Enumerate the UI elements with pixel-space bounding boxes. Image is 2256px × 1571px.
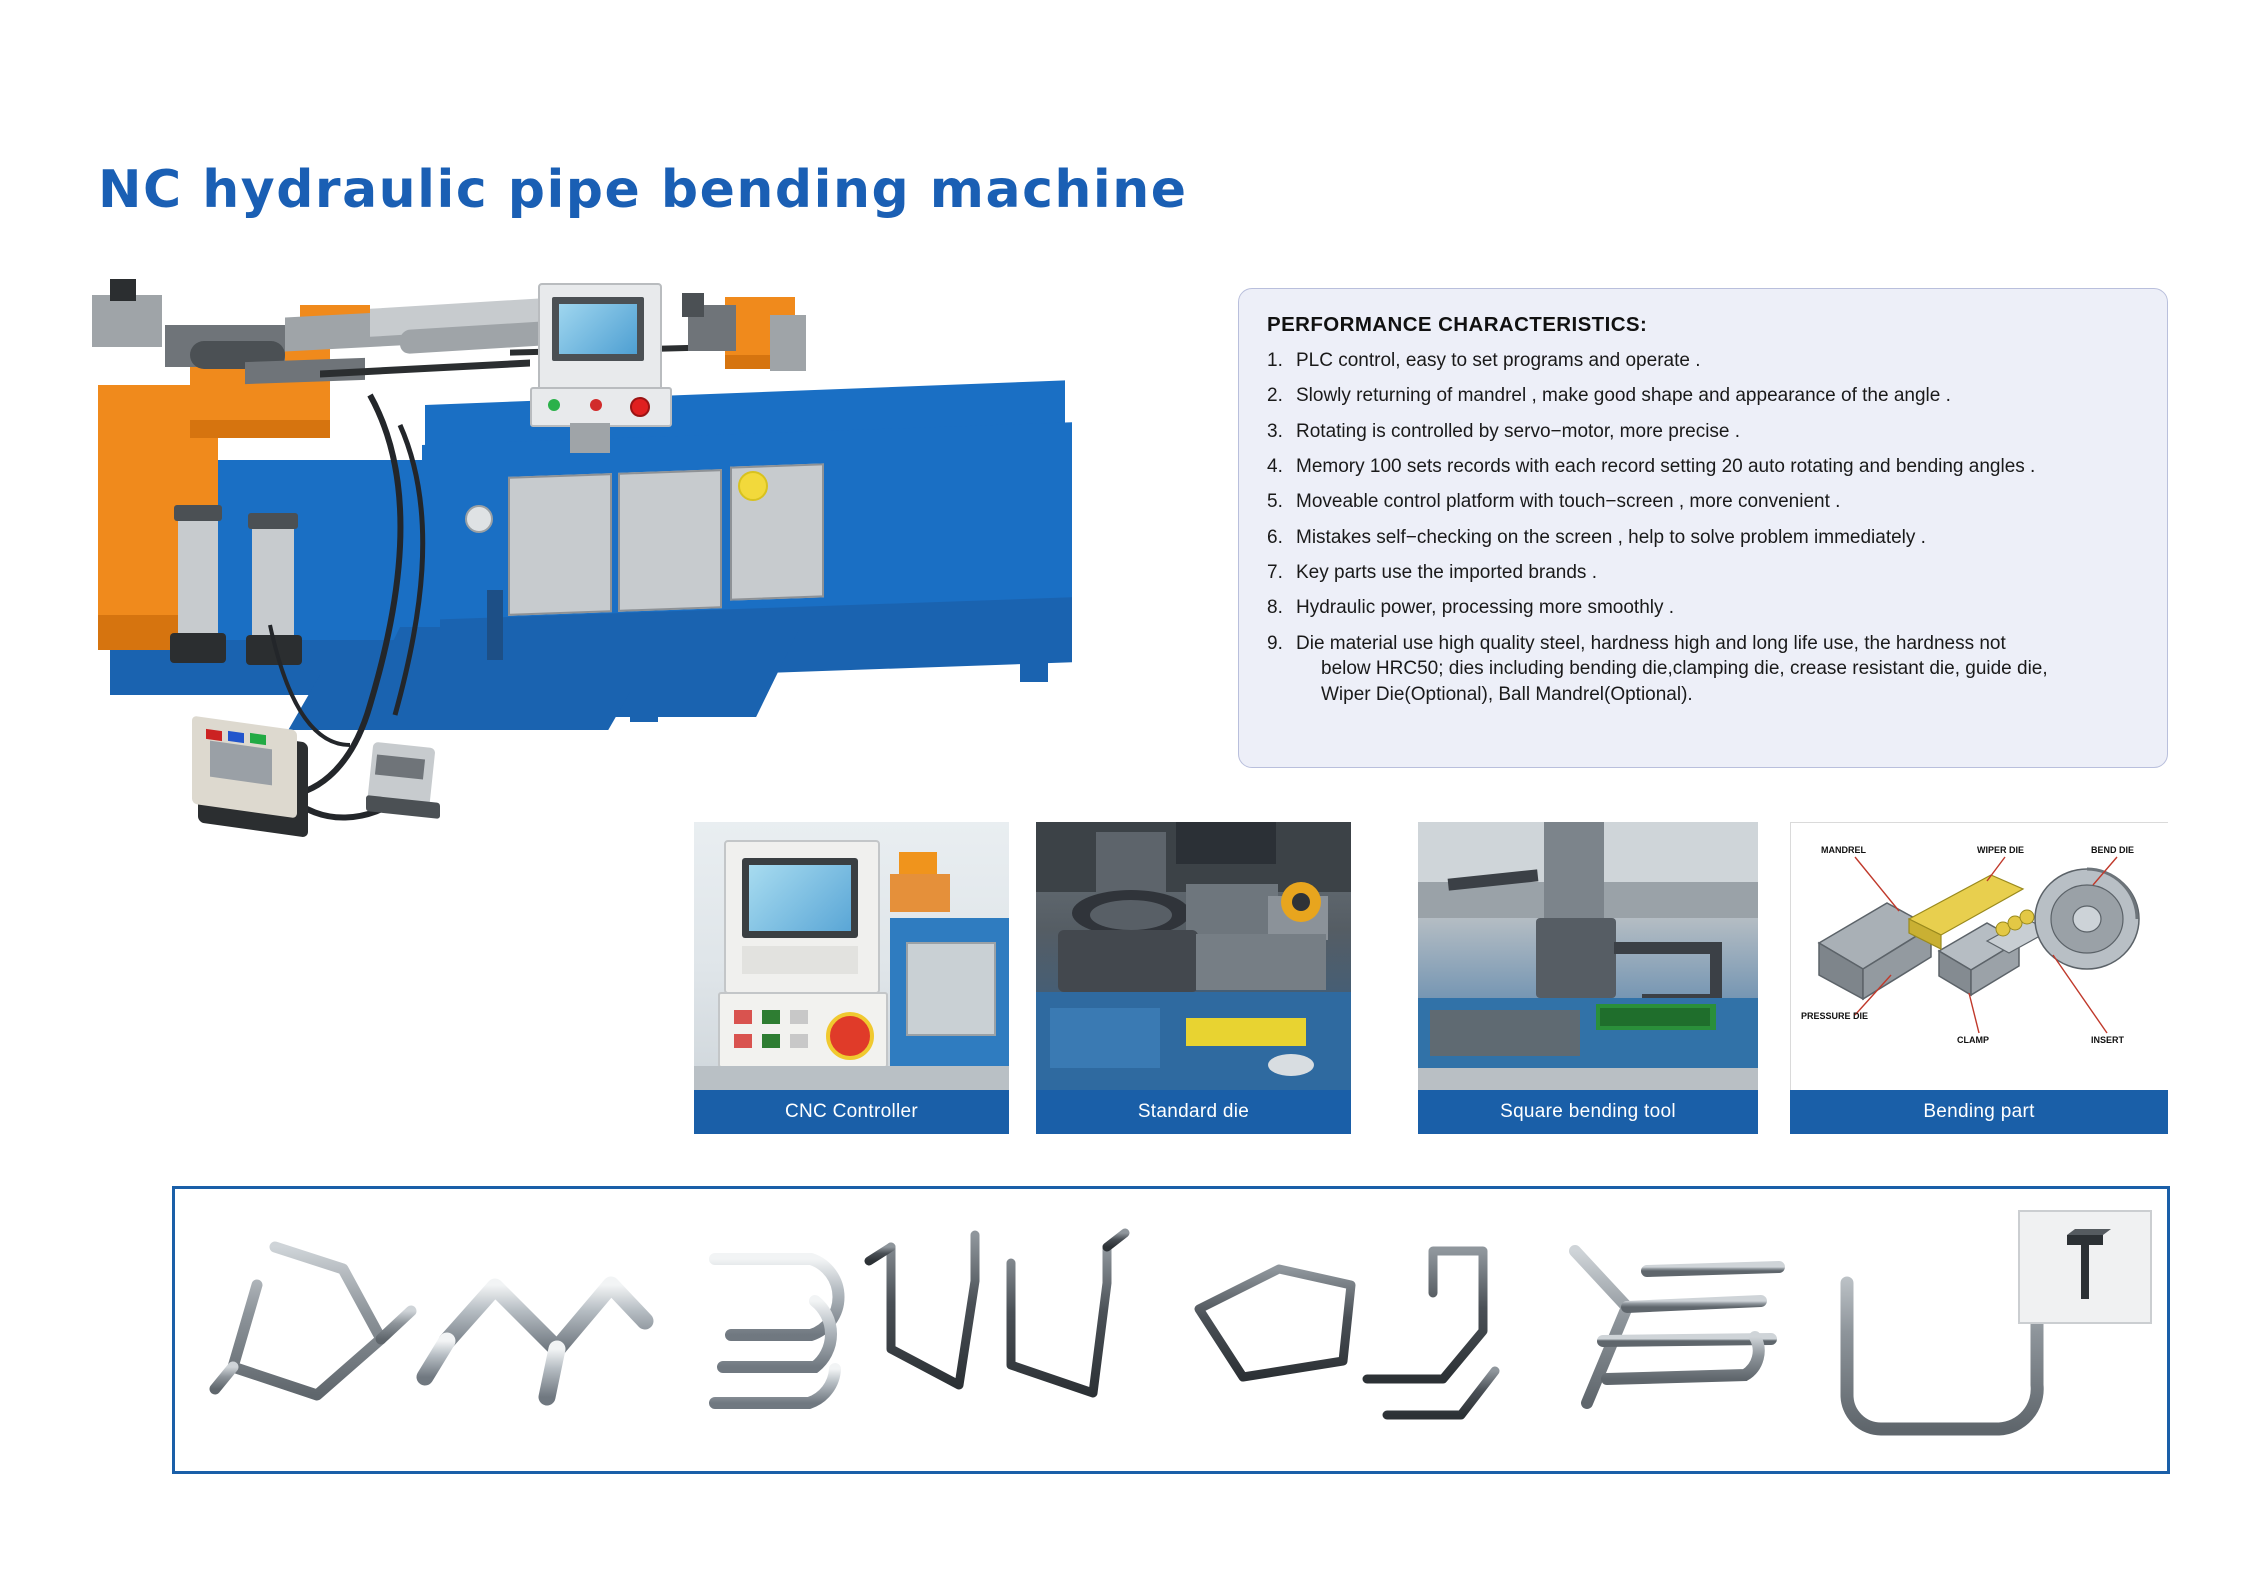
performance-item-number: 2.	[1267, 385, 1283, 407]
cnc-controller-image	[694, 822, 1009, 1090]
performance-item	[1267, 560, 2141, 586]
performance-item-text: PLC control, easy to set programs and operate .	[1296, 350, 1701, 371]
sample-detail-inset	[2019, 1211, 2151, 1323]
sample-tube-2	[425, 1285, 645, 1397]
performance-item	[1267, 383, 2141, 409]
performance-item	[1267, 595, 2141, 621]
sample-tube-7	[1847, 1255, 2037, 1429]
thumbnail-caption: Standard die	[1036, 1090, 1351, 1134]
performance-item	[1267, 419, 2141, 445]
performance-item-number: 8.	[1267, 597, 1283, 619]
sample-tube-3	[715, 1259, 839, 1403]
label-mandrel: MANDREL	[1821, 845, 1866, 855]
performance-item	[1267, 631, 2141, 708]
bent-tube-samples-svg	[175, 1189, 2167, 1471]
thumbnail-caption: CNC Controller	[694, 1090, 1009, 1134]
sample-tube-1	[215, 1247, 411, 1395]
performance-item-number: 7.	[1267, 561, 1283, 583]
thumbnail-standard-die	[1036, 822, 1351, 1134]
bending-part-diagram	[1790, 822, 2168, 1092]
performance-item-text: Mistakes self−checking on the screen , help to solve problem immediately .	[1296, 526, 1926, 548]
bent-tube-samples-panel	[172, 1186, 2170, 1474]
thumbnail-bending-part	[1790, 822, 2168, 1134]
label-insert: INSERT	[2091, 1035, 2125, 1045]
performance-item-text	[1296, 631, 2141, 708]
label-wiper-die: WIPER DIE	[1977, 845, 2025, 855]
thumbnail-square-bending-tool	[1418, 822, 1758, 1134]
thumbnail-caption: Bending part	[1790, 1090, 2168, 1134]
thumbnail-cnc-controller	[694, 822, 1009, 1134]
label-pressure-die: PRESSURE DIE	[1801, 1011, 1869, 1021]
performance-item-line1: Die material use high quality steel, hardness high and long life use, the hardness not	[1296, 632, 2006, 654]
square-bending-tool-image	[1418, 822, 1758, 1090]
performance-item-text: Moveable control platform with touch−screen , more convenient .	[1296, 491, 1841, 513]
performance-item	[1267, 525, 2141, 551]
performance-item-number: 9.	[1267, 632, 1283, 654]
performance-heading: PERFORMANCE CHARACTERISTICS:	[1267, 313, 1648, 336]
standard-die-image	[1036, 822, 1351, 1090]
label-clamp: CLAMP	[1957, 1035, 1989, 1045]
performance-item-number: 3.	[1267, 420, 1283, 442]
bending-part-svg	[1791, 823, 2168, 1091]
performance-item-text: Key parts use the imported brands .	[1296, 561, 1597, 583]
sample-tube-6	[1575, 1251, 1779, 1403]
performance-item	[1267, 454, 2141, 480]
performance-item-number: 6.	[1267, 526, 1283, 548]
performance-item-text: Rotating is controlled by servo−motor, more precise .	[1296, 420, 1741, 442]
performance-item-text: Slowly returning of mandrel , make good shape and appearance of the angle .	[1296, 385, 1951, 407]
performance-item-number: 5.	[1267, 491, 1283, 513]
performance-item	[1267, 489, 2141, 515]
performance-item-number: 4.	[1267, 455, 1283, 477]
performance-characteristics-panel	[1238, 288, 2168, 768]
performance-item	[1267, 348, 2141, 374]
performance-item-line2: below HRC50; dies including bending die,clamping die, crease resistant die, guide die,	[1321, 658, 2048, 680]
thumbnail-caption: Square bending tool	[1418, 1090, 1758, 1134]
label-bend-die: BEND DIE	[2091, 845, 2135, 855]
page-title: NC hydraulic pipe bending machine	[98, 160, 1188, 220]
performance-item-number: 1.	[1267, 350, 1283, 371]
machine-photo	[70, 275, 1185, 835]
performance-item-text: Hydraulic power, processing more smoothly .	[1296, 597, 1675, 619]
sample-tube-4	[869, 1233, 1125, 1393]
sample-tube-5	[1199, 1251, 1495, 1415]
performance-item-text: Memory 100 sets records with each record setting 20 auto rotating and bending angles .	[1296, 455, 2036, 477]
performance-item-line3: Wiper Die(Optional), Ball Mandrel(Optional).	[1321, 684, 1693, 706]
